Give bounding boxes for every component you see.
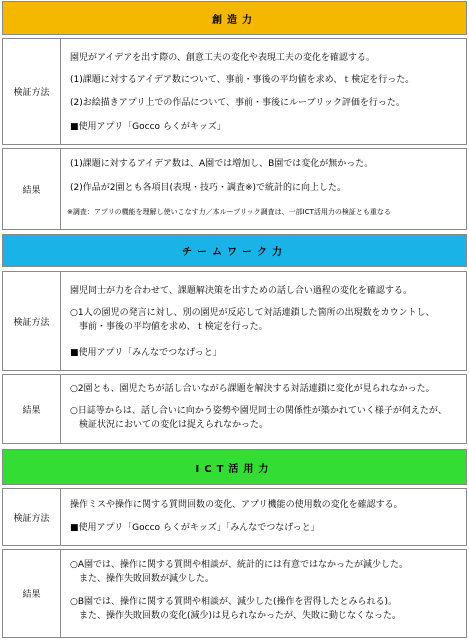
result-line: また、操作失敗回数の変化(減少)は見られなかったが、失敗に動じなくなった。 xyxy=(70,611,402,621)
result-line: ○日誌等からは、話し合いに向かう姿勢や園児同士の関係性が築かれていく様子が伺えたが、 xyxy=(70,406,447,416)
method-line: ■使用アプリ「みんなでつなげっと」 xyxy=(70,348,222,358)
method-content xyxy=(61,489,466,545)
result-line: 検証状況においての変化は捉えられなかった。 xyxy=(70,420,269,430)
result-label: 結果 xyxy=(3,375,61,443)
method-line: (1)課題に対するアイデア数について、事前・事後の平均値を求め、ｔ検定を行った。 xyxy=(70,75,415,85)
result-note: ※調査：アプリの機能を理解し使いこなす力／本ルーブリック調査は、一部ICT活用力の検証とも重なる xyxy=(67,208,391,216)
result-line: ○B園では、操作に関する質問や相談が、減少した(操作を習得したとみられる)。 xyxy=(70,597,398,607)
method-row xyxy=(2,38,467,145)
section-header-ict xyxy=(2,449,467,485)
method-label: 検証方法 xyxy=(3,272,61,370)
method-content xyxy=(61,39,466,144)
result-line: ○2園とも、園児たちが話し合いながら課題を解決する対話連鎖に変化が見られなかった。 xyxy=(70,384,435,394)
method-row xyxy=(2,488,467,546)
method-row xyxy=(2,271,467,371)
method-line: ■使用アプリ「Gocco らくがキッズ」 xyxy=(70,122,226,132)
result-row xyxy=(2,549,467,638)
method-line: ○1人の園児の発言に対し、別の園児が反応して対話連鎖した箇所の出現数をカウントし、 xyxy=(70,308,435,318)
result-row xyxy=(2,374,467,444)
result-content xyxy=(61,550,466,637)
method-line: 園児がアイデアを出す際の、創意工夫の変化や表現工夫の変化を確認する。 xyxy=(70,53,375,63)
section-header-teamwork xyxy=(2,234,467,267)
result-content xyxy=(61,149,466,229)
result-line: ○A園では、操作に関する質問や相談が、統計的には有意ではなかったが減少した。 xyxy=(70,560,409,570)
section-header-creativity xyxy=(2,1,467,35)
method-label: 検証方法 xyxy=(3,39,61,144)
method-line: 操作ミスや操作に関する質問回数の変化、アプリ機能の使用数の変化を確認する。 xyxy=(70,500,403,510)
section-title: 創造力 xyxy=(212,14,257,26)
method-line: 園児同士が力を合わせて、課題解決策を出すための話し合い過程の変化を確認する。 xyxy=(70,286,412,296)
result-label: 結果 xyxy=(3,149,61,229)
method-line: 事前・事後の平均値を求め、ｔ検定を行った。 xyxy=(70,322,268,332)
method-label: 検証方法 xyxy=(3,489,61,545)
method-line: ■使用アプリ「Gocco らくがキッズ」「みんなでつなげっと」 xyxy=(70,523,320,533)
result-line: また、操作失敗回数が減少した。 xyxy=(70,574,215,584)
result-line: (1)課題に対するアイデア数は、A園では増加し、B園では変化が無かった。 xyxy=(70,159,374,169)
result-label: 結果 xyxy=(3,550,61,637)
section-title: チームワーク力 xyxy=(182,247,287,258)
result-content xyxy=(61,375,466,443)
result-row xyxy=(2,148,467,230)
section-title: ICT活用力 xyxy=(195,463,274,475)
method-line: (2)お絵描きアプリ上での作品について、事前・事後にルーブリック評価を行った。 xyxy=(70,98,405,108)
result-line: (2)作品が2園とも各項目(表現・技巧・調査※)で統計的に向上した。 xyxy=(70,183,347,193)
method-content xyxy=(61,272,466,370)
